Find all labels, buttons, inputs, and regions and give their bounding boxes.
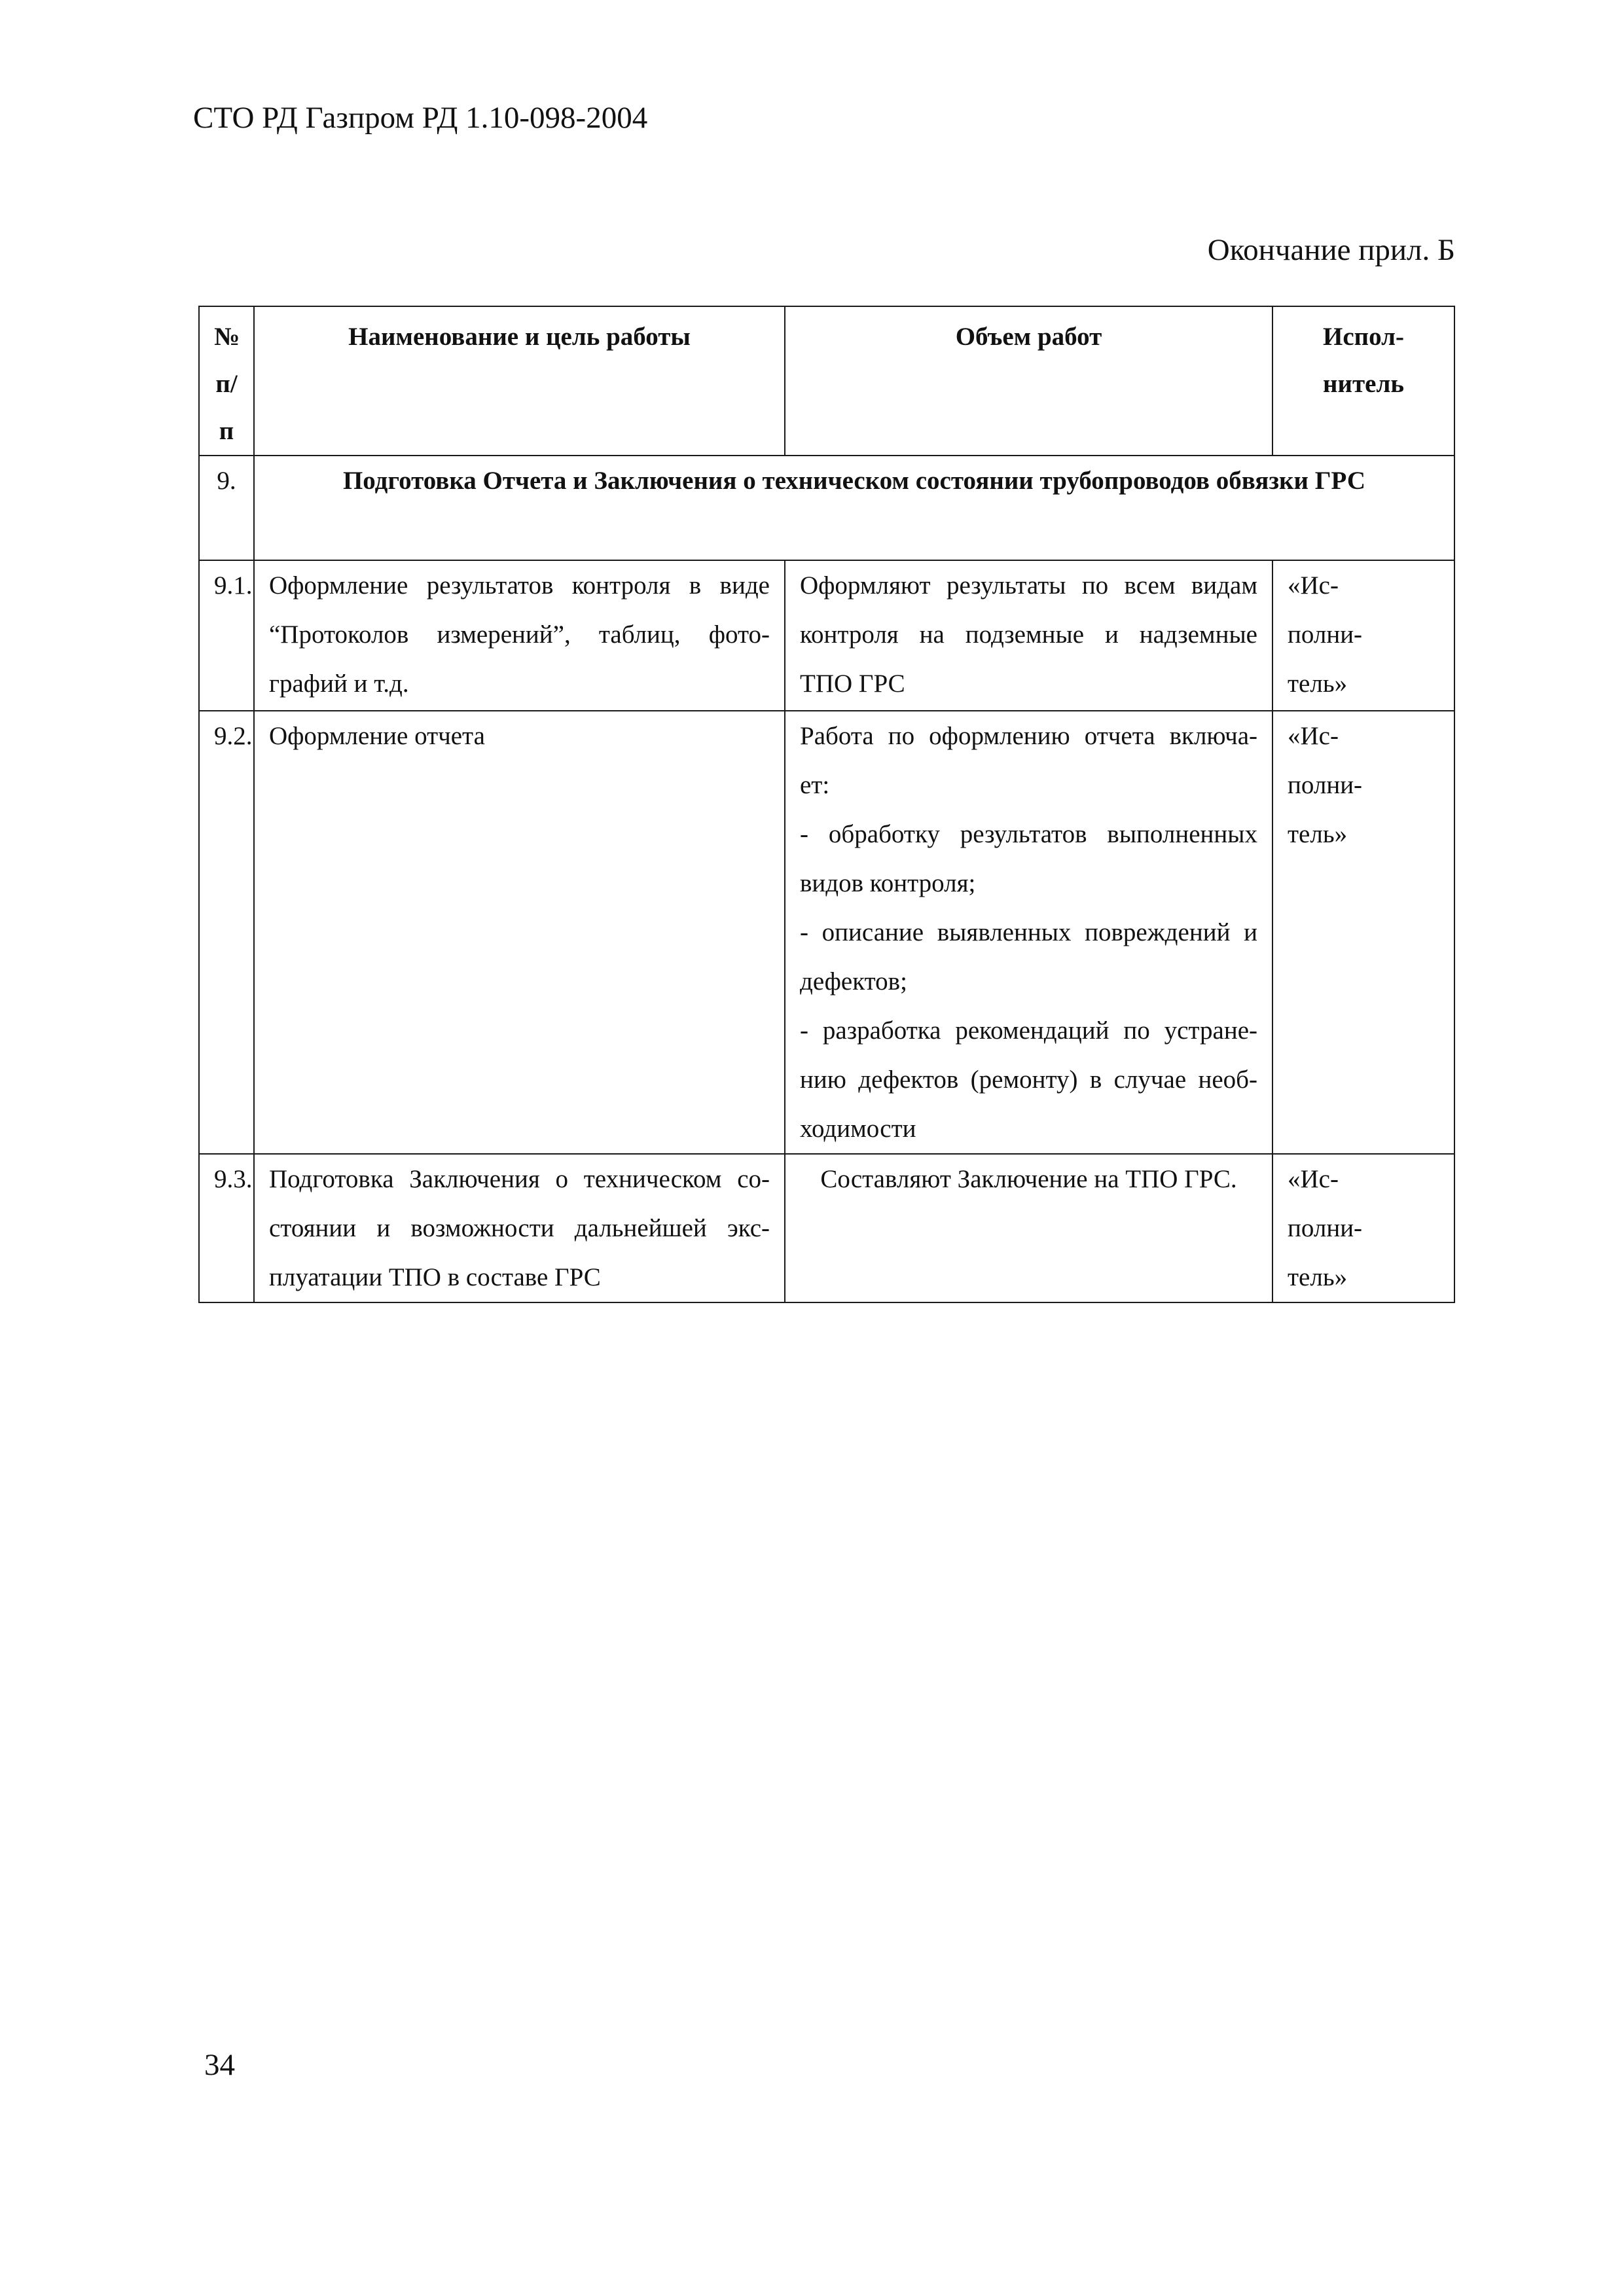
row-number: 9.2.: [199, 711, 254, 1154]
header-executor-line: Испол-: [1323, 323, 1404, 351]
row-work-volume-line: ходимости: [800, 1115, 916, 1143]
row-work-volume-line: - разработка рекомендаций по устране-: [800, 1016, 1257, 1045]
row-work-name: [254, 711, 785, 1154]
row-work-volume: [785, 560, 1272, 711]
row-executor-line: «Ис-: [1288, 571, 1339, 600]
document-header: СТО РД Газпром РД 1.10-098-2004: [193, 101, 648, 135]
row-executor-line: «Ис-: [1288, 722, 1339, 750]
works-table: [198, 306, 1455, 1303]
row-work-volume-line: ет:: [800, 771, 830, 799]
row-work-volume-line: нию дефектов (ремонту) в случае необ-: [800, 1066, 1257, 1094]
row-work-volume-line: Работа по оформлению отчета включа-: [800, 722, 1257, 750]
table-row: [199, 560, 1454, 711]
header-number: [199, 306, 254, 456]
section-title: Подготовка Отчета и Заключения о техническом состоянии трубопроводов обвязки ГРС: [254, 456, 1454, 560]
row-work-volume: [785, 711, 1272, 1154]
row-work-volume: Составляют Заключение на ТПО ГРС.: [785, 1154, 1272, 1302]
row-work-name: [254, 560, 785, 711]
header-executor-line: нитель: [1323, 370, 1404, 398]
row-work-name-line: Подготовка Заключения о техническом со-: [269, 1165, 770, 1193]
row-work-volume-line: - описание выявленных повреждений и: [800, 918, 1257, 946]
appendix-continuation-label: Окончание прил. Б: [1207, 233, 1455, 267]
row-executor: [1272, 560, 1454, 711]
row-work-volume-line: дефектов;: [800, 967, 907, 996]
row-number: 9.3.: [199, 1154, 254, 1302]
row-executor-line: «Ис-: [1288, 1165, 1339, 1193]
row-executor-line: тель»: [1288, 1263, 1348, 1291]
table-header-row: [199, 306, 1454, 456]
row-executor-line: полни-: [1288, 771, 1363, 799]
row-executor: [1272, 711, 1454, 1154]
section-number: 9.: [199, 456, 254, 560]
row-executor-line: полни-: [1288, 620, 1363, 649]
row-executor-line: полни-: [1288, 1214, 1363, 1242]
row-work-name: [254, 1154, 785, 1302]
row-executor-line: тель»: [1288, 820, 1348, 848]
row-work-name-line: графий и т.д.: [269, 670, 409, 698]
row-number: 9.1.: [199, 560, 254, 711]
row-work-name-line: Оформление результатов контроля в виде: [269, 571, 770, 600]
row-work-name-line: “Протоколов измерений”, таблиц, фото-: [269, 620, 770, 649]
row-work-volume-line: видов контроля;: [800, 869, 976, 897]
row-executor: [1272, 1154, 1454, 1302]
header-volume: Объем работ: [785, 306, 1272, 456]
row-work-name-line: плуатации ТПО в составе ГРС: [269, 1263, 601, 1291]
header-executor: [1272, 306, 1454, 456]
row-work-name-line: стоянии и возможности дальнейшей экс-: [269, 1214, 770, 1242]
header-number-line: №: [214, 323, 240, 351]
section-row: [199, 456, 1454, 560]
row-executor-line: тель»: [1288, 670, 1348, 698]
row-work-volume-line: ТПО ГРС: [800, 670, 905, 698]
page-number: 34: [204, 2048, 235, 2082]
table-row: [199, 711, 1454, 1154]
row-work-volume-line: контроля на подземные и надземные: [800, 620, 1257, 649]
row-work-volume-line: - обработку результатов выполненных: [800, 820, 1257, 848]
header-name: Наименование и цель работы: [254, 306, 785, 456]
header-number-line: п/п: [215, 370, 238, 445]
row-work-volume-line: Оформляют результаты по всем видам: [800, 571, 1257, 600]
table-row: [199, 1154, 1454, 1302]
row-work-name-line: Оформление отчета: [269, 722, 485, 750]
